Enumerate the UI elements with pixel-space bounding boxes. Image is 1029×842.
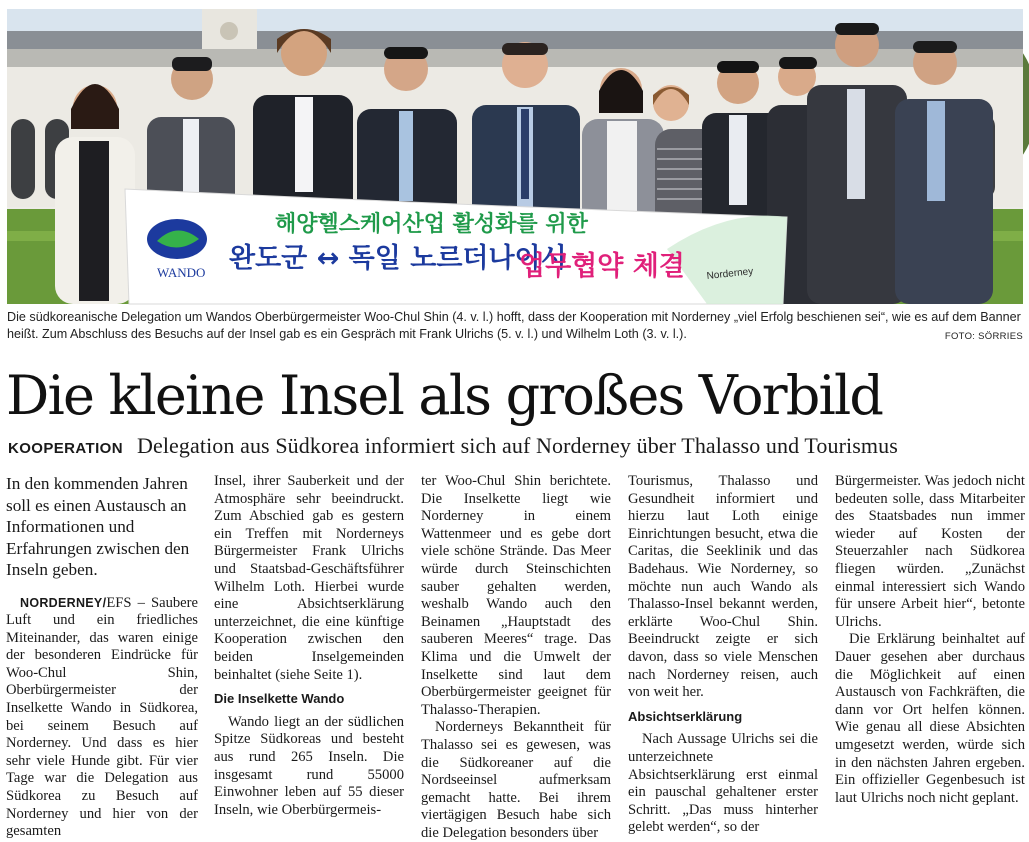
- article-column-4: [628, 473, 818, 836]
- article-kicker: KOOPERATION: [8, 440, 123, 457]
- group-photo-illustration: [7, 9, 1023, 304]
- article-paragraph: Tourismus, Thalasso und Gesundheit informiert und hierzu laut Loth einige Einrichtungen besucht, etwa die Caritas, die Seeklinik und das Badehaus. Wie Norderney, so möchte nun auch Wando als Thalasso-Insel bekannt werden, erklärte Woo-Chul Shin. Beeindruckt zeigte er sich davon, dass so viele Menschen nach Norderney reisen, auch von weit her.: [628, 473, 818, 701]
- photo-caption: [7, 309, 1023, 345]
- article-column-2: [214, 473, 404, 818]
- photo-credit: FOTO: SÖRRIES: [944, 331, 1023, 342]
- article-subtitle: Delegation aus Südkorea informiert sich auf Norderney über Thalasso und Tourismus: [136, 433, 898, 458]
- article-paragraph: Bürgermeister. Was jedoch nicht bedeuten solle, dass Mitarbeiter des Staatsbades nun immer wieder auf Kosten der Steuerzahler nach Südkorea fliegen würden. „Zunächst einmal interessiert sich Wando für unsere Arbeit hier“, betonte Ulrichs.: [835, 473, 1025, 630]
- article-dateline: NORDERNEY/: [20, 595, 107, 610]
- article-paragraph-text: – Saubere Luft und ein friedliches Miteinander, das waren einige der besonderen Eindrücke für Woo-Chul Shin, Oberbürgermeister der Inselkette Wando in Südkorea, bei seinem Besuch auf Norderney. Und dass es hier sehr viele Hunde gibt. Für vier Tage war die Delegation aus Südkorea zu Besuch auf Norderney und hier von der gesamten: [6, 594, 198, 840]
- article-paragraph: Nach Aussage Ulrichs sei die unterzeichnete Absichtserklärung erst einmal ein pauschal gehaltener erster Schritt. „Das muss hinterher gelebt werden“, so der: [628, 731, 818, 836]
- article-photo: [7, 9, 1023, 304]
- article-headline: Die kleine Insel als großes Vorbild: [6, 364, 883, 427]
- banner-line-1: 해양헬스케어산업 활성화를 위한: [275, 212, 588, 237]
- article-author: EFS: [106, 594, 132, 611]
- banner-line-2-left: 완도군 ↔ 독일 노르더나이시: [229, 243, 567, 274]
- article-paragraph: Norderneys Bekanntheit für Thalasso sei es gewesen, was die Südkoreaner auf die Nordseeinsel aufmerksam gemacht hatte. Bei ihrem viertägigen Besuch habe sich die Delegation besonders über: [421, 719, 611, 841]
- banner-line-2-right: 업무협약 체결: [519, 251, 685, 282]
- caption-text: Die südkoreanische Delegation um Wandos Oberbürgermeister Woo-Chul Shin (4. v. l.) hofft, dass der Kooperation mit Norderney „viel Erfolg beschienen sei“, wie es auf dem Banner heißt. Zum Abschluss des Besuchs auf der Insel gab es ein Gespräch mit Frank Ulrichs (5. v. l.) und Wilhelm Loth (3. v. l.).: [7, 310, 1021, 341]
- article-paragraph: Wando liegt an der südlichen Spitze Südkoreas und besteht aus rund 265 Inseln. Die insgesamt rund 55000 Einwohner leben auf 55 dieser Inseln, wie Oberbürgermeis-: [214, 713, 404, 818]
- article-paragraph: [6, 595, 198, 841]
- article-paragraph: Insel, ihrer Sauberkeit und der Atmosphäre sehr beeindruckt. Zum Abschied gab es gestern ein Treffen mit Norderneys Bürgermeister Frank Ulrichs und Staatsbad-Geschäftsführer Wilhelm Loth. Hierbei wurde eine Absichtserklärung unterzeichnet, die eine künftige Kooperation zwischen den beiden Inselgemeinden beinhaltet (siehe Seite 1).: [214, 473, 404, 683]
- article-lead: In den kommenden Jahren soll es einen Austausch an Informationen und Erfahrungen zwischen den Inseln geben.: [6, 474, 190, 579]
- article-column-5: [835, 473, 1025, 806]
- article-subheading: Absichtserklärung: [628, 708, 743, 724]
- banner-logo-label: WANDO: [157, 265, 206, 280]
- article-subline: [8, 433, 1024, 459]
- article-paragraph: ter Woo-Chul Shin berichtete. Die Inselkette liegt wie Norderney in einem Wattenmeer und es gebe dort viele schöne Strände. Das Meer würde durch Steinschichten sauber gehalten werden, weshalb Wando auch den Beinamen „Hauptstadt des sauberen Meeres“ trage. Das Klima und die Umwelt der Inselkette sind laut dem Oberbürgermeister geeignet für Thalasso-Therapien.: [421, 473, 611, 718]
- banner-logo-right-label: Norderney: [706, 266, 754, 282]
- article-column-1: [6, 473, 198, 840]
- article-paragraph: Die Erklärung beinhaltet auf Dauer gesehen aber durchaus die Möglichkeit auf einen Austausch von Fachkräften, die dann vor Ort helfen können. Wie genau all diese Absichten umgesetzt werden, würde sich in den nächsten Jahren ergeben. Ein offizieller Gegenbesuch ist laut Ulrichs noch nicht geplant.: [835, 631, 1025, 806]
- article-subheading: Die Inselkette Wando: [214, 691, 345, 707]
- article-column-3: [421, 473, 611, 841]
